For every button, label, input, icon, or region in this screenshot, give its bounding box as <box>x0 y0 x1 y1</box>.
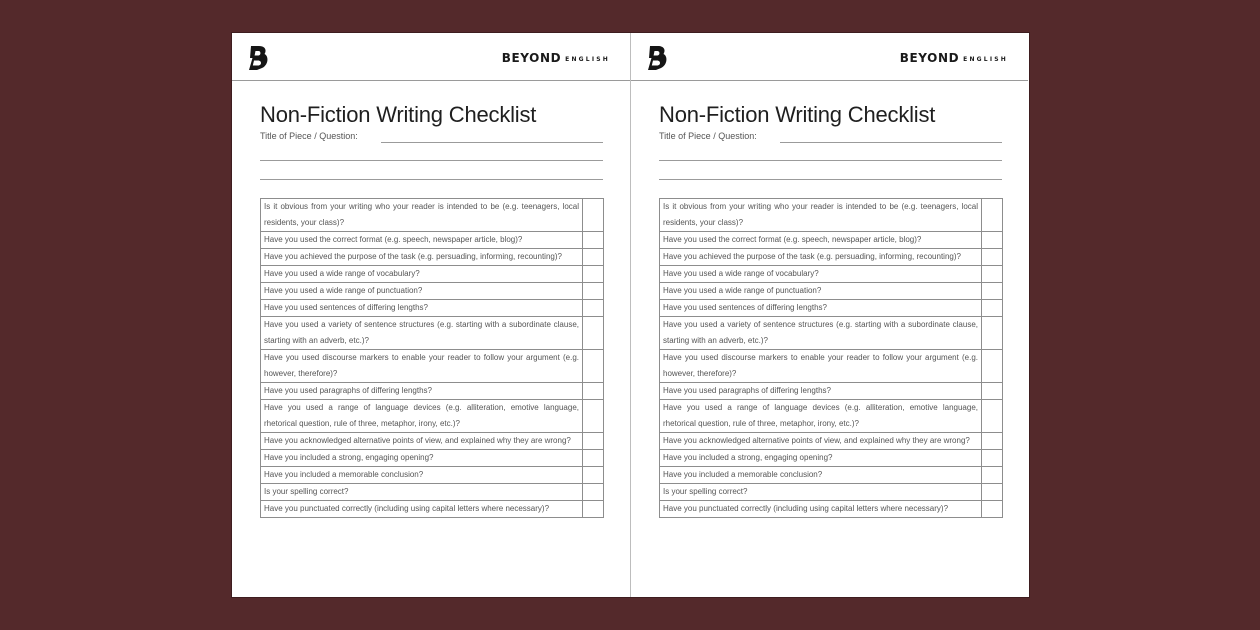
answer-line <box>780 142 1002 143</box>
checkbox-cell[interactable] <box>583 501 604 518</box>
checklist-question: Have you acknowledged alternative points of view, and explained why they are wrong? <box>660 433 982 450</box>
checklist-row <box>660 317 1003 350</box>
checklist-row <box>261 300 604 317</box>
checklist-row <box>261 317 604 350</box>
checklist-question: Have you used the correct format (e.g. speech, newspaper article, blog)? <box>261 232 583 249</box>
checklist-row <box>660 283 1003 300</box>
checkbox-cell[interactable] <box>583 433 604 450</box>
checkbox-cell[interactable] <box>583 467 604 484</box>
checklist-row <box>261 484 604 501</box>
checklist-row <box>261 467 604 484</box>
page-header <box>232 33 630 81</box>
checklist-question: Is it obvious from your writing who your reader is intended to be (e.g. teenagers, local residents, your class)? <box>261 199 583 232</box>
answer-line <box>381 142 603 143</box>
checklist-question: Have you used a wide range of punctuation? <box>261 283 583 300</box>
worksheet-page-left <box>232 33 630 597</box>
checkbox-cell[interactable] <box>583 400 604 433</box>
checkbox-cell[interactable] <box>982 433 1003 450</box>
worksheet-title: Non-Fiction Writing Checklist <box>260 102 537 127</box>
checklist-question: Have you used the correct format (e.g. speech, newspaper article, blog)? <box>660 232 982 249</box>
checklist-question: Have you used sentences of differing lengths? <box>660 300 982 317</box>
checkbox-cell[interactable] <box>982 232 1003 249</box>
checkbox-cell[interactable] <box>982 283 1003 300</box>
worksheet-page-right <box>630 33 1028 597</box>
checklist-row <box>660 400 1003 433</box>
checklist-row <box>660 433 1003 450</box>
checklist-question: Have you included a strong, engaging opening? <box>660 450 982 467</box>
checkbox-cell[interactable] <box>982 484 1003 501</box>
page-header <box>631 33 1028 81</box>
checkbox-cell[interactable] <box>583 350 604 383</box>
beyond-logo-icon <box>645 44 671 72</box>
checkbox-cell[interactable] <box>583 249 604 266</box>
checkbox-cell[interactable] <box>583 484 604 501</box>
checkbox-cell[interactable] <box>583 283 604 300</box>
checklist-row <box>660 266 1003 283</box>
checklist-question: Have you punctuated correctly (including using capital letters where necessary)? <box>660 501 982 518</box>
checklist-question: Have you used discourse markers to enable your reader to follow your argument (e.g. however, therefore)? <box>261 350 583 383</box>
checklist-row <box>660 249 1003 266</box>
checklist-row <box>261 249 604 266</box>
checklist-question: Have you used discourse markers to enable your reader to follow your argument (e.g. however, therefore)? <box>660 350 982 383</box>
checklist-row <box>660 501 1003 518</box>
checkbox-cell[interactable] <box>982 467 1003 484</box>
checklist-question: Have you included a strong, engaging opening? <box>261 450 583 467</box>
checklist-row <box>261 283 604 300</box>
checklist-row <box>261 400 604 433</box>
checklist-question: Is your spelling correct? <box>261 484 583 501</box>
checkbox-cell[interactable] <box>982 317 1003 350</box>
checklist-question: Have you used a wide range of punctuation? <box>660 283 982 300</box>
checkbox-cell[interactable] <box>982 300 1003 317</box>
checklist-question: Have you used a wide range of vocabulary? <box>261 266 583 283</box>
worksheet-spread <box>232 33 1029 597</box>
checklist-question: Have you used paragraphs of differing lengths? <box>660 383 982 400</box>
checklist-question: Have you used a variety of sentence structures (e.g. starting with a subordinate clause, starting with an adverb, etc.)? <box>660 317 982 350</box>
checkbox-cell[interactable] <box>982 199 1003 232</box>
checklist-question: Is your spelling correct? <box>660 484 982 501</box>
checklist-row <box>261 199 604 232</box>
beyond-logo-icon <box>246 44 272 72</box>
checklist-question: Is it obvious from your writing who your reader is intended to be (e.g. teenagers, local residents, your class)? <box>660 199 982 232</box>
checkbox-cell[interactable] <box>982 350 1003 383</box>
checklist-row <box>660 350 1003 383</box>
checklist-question: Have you achieved the purpose of the task (e.g. persuading, informing, recounting)? <box>261 249 583 266</box>
checklist-question: Have you used a variety of sentence structures (e.g. starting with a subordinate clause, starting with an adverb, etc.)? <box>261 317 583 350</box>
checklist-row <box>261 433 604 450</box>
answer-line <box>659 160 1002 161</box>
checklist-question: Have you used a wide range of vocabulary? <box>660 266 982 283</box>
checkbox-cell[interactable] <box>583 317 604 350</box>
checkbox-cell[interactable] <box>982 249 1003 266</box>
checkbox-cell[interactable] <box>583 266 604 283</box>
checkbox-cell[interactable] <box>982 383 1003 400</box>
checklist-question: Have you included a memorable conclusion? <box>660 467 982 484</box>
checklist-question: Have you used sentences of differing lengths? <box>261 300 583 317</box>
answer-line <box>260 179 603 180</box>
checklist-question: Have you punctuated correctly (including using capital letters where necessary)? <box>261 501 583 518</box>
worksheet-title: Non-Fiction Writing Checklist <box>659 102 936 127</box>
checklist-row <box>660 467 1003 484</box>
checkbox-cell[interactable] <box>583 232 604 249</box>
checkbox-cell[interactable] <box>982 400 1003 433</box>
checklist-question: Have you acknowledged alternative points of view, and explained why they are wrong? <box>261 433 583 450</box>
checkbox-cell[interactable] <box>583 383 604 400</box>
title-field-label: Title of Piece / Question: <box>659 131 757 141</box>
brand-wordmark: BEYOND ENGLISH <box>899 51 1008 65</box>
checkbox-cell[interactable] <box>982 266 1003 283</box>
checklist-row <box>660 199 1003 232</box>
checklist-row <box>660 232 1003 249</box>
checkbox-cell[interactable] <box>982 501 1003 518</box>
checklist-row <box>660 450 1003 467</box>
answer-line <box>659 179 1002 180</box>
checkbox-cell[interactable] <box>583 300 604 317</box>
checklist-question: Have you included a memorable conclusion? <box>261 467 583 484</box>
checkbox-cell[interactable] <box>583 450 604 467</box>
checklist-question: Have you used a range of language devices (e.g. alliteration, emotive language, rhetorical question, rule of three, metaphor, irony, etc.)? <box>660 400 982 433</box>
answer-line <box>260 160 603 161</box>
checklist-row <box>261 501 604 518</box>
title-field-label: Title of Piece / Question: <box>260 131 358 141</box>
checklist-question: Have you used a range of language devices (e.g. alliteration, emotive language, rhetorical question, rule of three, metaphor, irony, etc.)? <box>261 400 583 433</box>
checklist-row <box>660 484 1003 501</box>
checklist-table <box>260 198 604 518</box>
checklist-row <box>261 266 604 283</box>
brand-wordmark: BEYOND ENGLISH <box>501 51 610 65</box>
checklist-question: Have you used paragraphs of differing lengths? <box>261 383 583 400</box>
checklist-row <box>261 232 604 249</box>
checklist-row <box>261 383 604 400</box>
checkbox-cell[interactable] <box>583 199 604 232</box>
checklist-row <box>660 383 1003 400</box>
checklist-question: Have you achieved the purpose of the task (e.g. persuading, informing, recounting)? <box>660 249 982 266</box>
checklist-row <box>261 450 604 467</box>
checklist-row <box>261 350 604 383</box>
checkbox-cell[interactable] <box>982 450 1003 467</box>
checklist-row <box>660 300 1003 317</box>
checklist-table <box>659 198 1003 518</box>
